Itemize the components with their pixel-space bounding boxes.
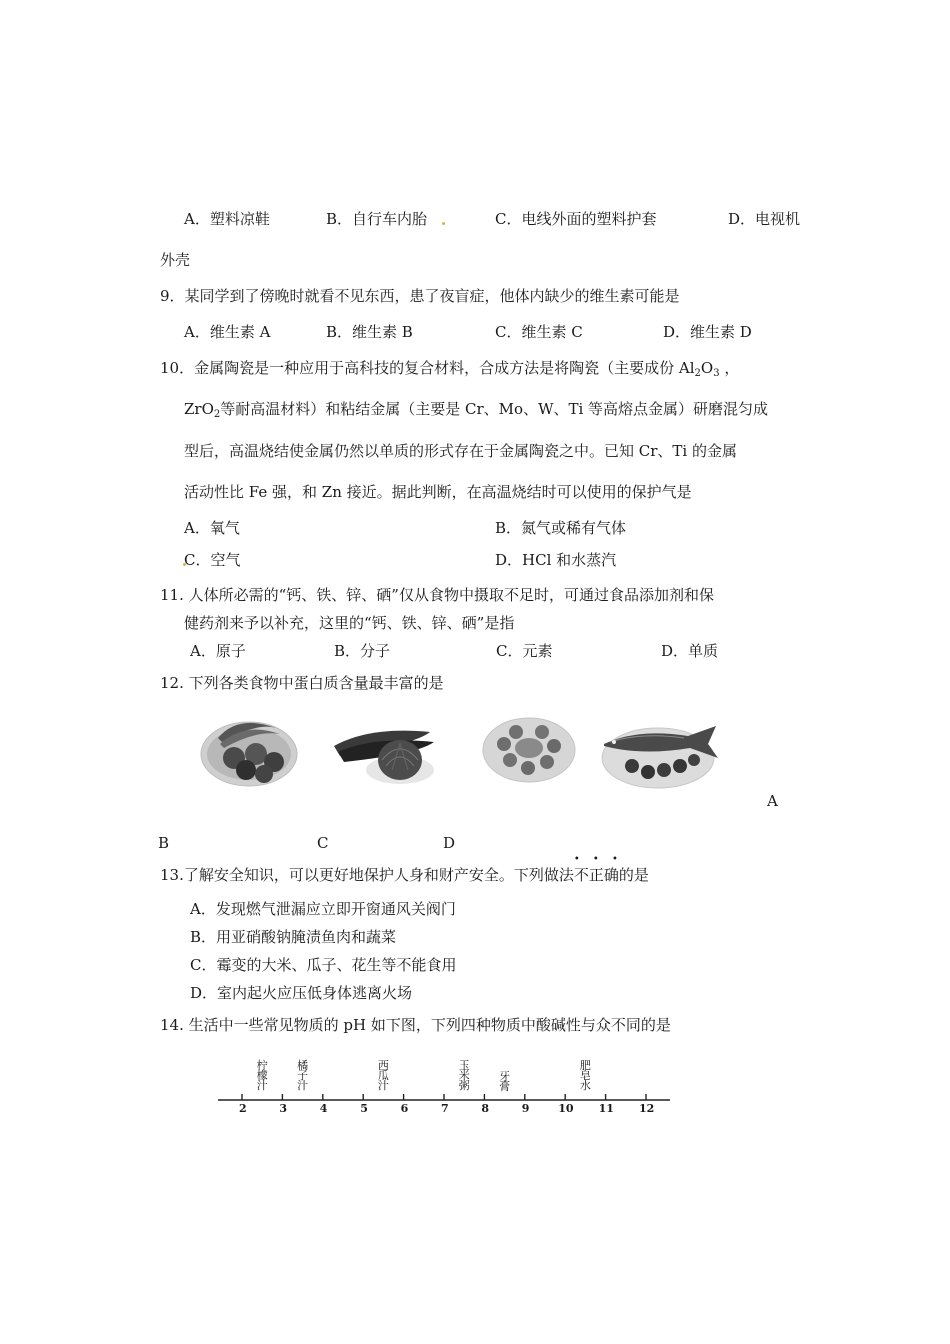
q10-stem-line3: 型后，高温烧结使金属仍然以单质的形式存在于金属陶瓷之中。已知 Cr、Ti 的金属 bbox=[184, 442, 737, 460]
ph-tick-label: 2 bbox=[239, 1102, 247, 1115]
ph-tick-label: 3 bbox=[279, 1102, 288, 1115]
q10-stem-line1: 10．金属陶瓷是一种应用于高科技的复合材料，合成方法是将陶瓷（主要成份 $Al_2O_3$ ， bbox=[160, 359, 740, 379]
q12-stem: 12. 下列各类食物中蛋白质含量最丰富的是 bbox=[160, 674, 444, 692]
q10-stem-line2: ZrO$_2$等耐高温材料）和粘结金属（主要是 Cr、Mo、W、Ti 等高熔点金属）研磨混匀成 bbox=[184, 400, 769, 420]
ph-tick-label: 5 bbox=[360, 1102, 368, 1115]
q13-option-a: A．发现燃气泄漏应立即开窗通风关阀门 bbox=[190, 900, 456, 918]
ph-tick-label: 8 bbox=[481, 1102, 490, 1115]
q8-option-a: A．塑料凉鞋 bbox=[184, 210, 270, 228]
rice-balls-plate-image bbox=[480, 712, 578, 784]
q9-option-b: B．维生素 B bbox=[326, 323, 413, 341]
fruit-plate-image bbox=[198, 708, 300, 788]
q9-option-d: D．维生素 D bbox=[663, 323, 752, 341]
q13-option-d: D．室内起火应压低身体逃离火场 bbox=[190, 984, 413, 1002]
ph-tick-label: 10 bbox=[558, 1102, 574, 1115]
q9-option-c: C．维生素 C bbox=[495, 323, 583, 341]
q12-label-d: D bbox=[443, 834, 456, 852]
ph-tick-label: 6 bbox=[400, 1102, 409, 1115]
q11-option-a: A．原子 bbox=[190, 642, 246, 660]
q8-option-c: C．电线外面的塑料护套 bbox=[495, 210, 657, 228]
q8-option-b: B．自行车内胎 bbox=[326, 210, 428, 228]
vegetables-image bbox=[330, 708, 440, 788]
q12-label-a: A bbox=[767, 792, 778, 810]
q13-option-c: C．霉变的大米、瓜子、花生等不能食用 bbox=[190, 956, 457, 974]
q12-label-c: C bbox=[317, 834, 329, 852]
ph-substance-label: 柠檬汁 bbox=[256, 1059, 268, 1092]
q11-option-c: C．元素 bbox=[496, 642, 553, 660]
ph-substance-label: 玉米粥 bbox=[458, 1059, 470, 1092]
q8-option-d: D．电视机 bbox=[728, 210, 801, 228]
q13-stem: 13.了解安全知识，可以更好地保护人身和财产安全。下列做法 • • • 不正确的是 bbox=[160, 854, 649, 884]
q10-option-c: C．空气 bbox=[184, 551, 241, 569]
q8-option-d-wrap: 外壳 bbox=[160, 251, 191, 269]
q10-option-d: D．HCl 和水蒸汽 bbox=[495, 551, 617, 569]
q9-option-a: A．维生素 A bbox=[184, 323, 271, 341]
q10-stem-line4: 活动性比 Fe 强，和 Zn 接近。据此判断，在高温烧结时可以使用的保护气是 bbox=[184, 483, 692, 501]
stray-mark bbox=[442, 222, 445, 225]
ph-substance-label: 牙膏 bbox=[499, 1070, 511, 1093]
ph-tick-label: 7 bbox=[441, 1102, 449, 1115]
ph-substance-label: 西瓜汁 bbox=[377, 1059, 389, 1092]
q13-option-b: B．用亚硝酸钠腌渍鱼肉和蔬菜 bbox=[190, 928, 397, 946]
ph-tick-label: 11 bbox=[598, 1102, 614, 1115]
ph-substance-label: 橘子汁 bbox=[297, 1059, 309, 1092]
ph-substance-label: 肥皂水 bbox=[579, 1059, 591, 1092]
q11-option-d: D．单质 bbox=[661, 642, 719, 660]
q9-stem: 9．某同学到了傍晚时就看不见东西，患了夜盲症，他体内缺少的维生素可能是 bbox=[160, 287, 680, 305]
q11-stem-line2: 健药剂来予以补充，这里的“钙、铁、锌、硒”是指 bbox=[184, 614, 515, 632]
ph-tick-label: 9 bbox=[521, 1102, 530, 1115]
q14-stem: 14. 生活中一些常见物质的 pH 如下图，下列四种物质中酸碱性与众不同的是 bbox=[160, 1016, 671, 1034]
emphasized-text: • • • 不正确 bbox=[573, 854, 623, 884]
ph-tick-label: 4 bbox=[319, 1102, 328, 1115]
q10-option-a: A．氧气 bbox=[184, 519, 240, 537]
q11-stem-line1: 11. 人体所必需的“钙、铁、锌、硒”仅从食物中摄取不足时，可通过食品添加剂和保 bbox=[160, 586, 714, 604]
q11-option-b: B．分子 bbox=[334, 642, 391, 660]
q10-option-b: B．氮气或稀有气体 bbox=[495, 519, 627, 537]
q12-label-b: B bbox=[158, 834, 170, 852]
fish-plate-image bbox=[598, 712, 722, 790]
ph-tick-label: 12 bbox=[639, 1102, 655, 1115]
